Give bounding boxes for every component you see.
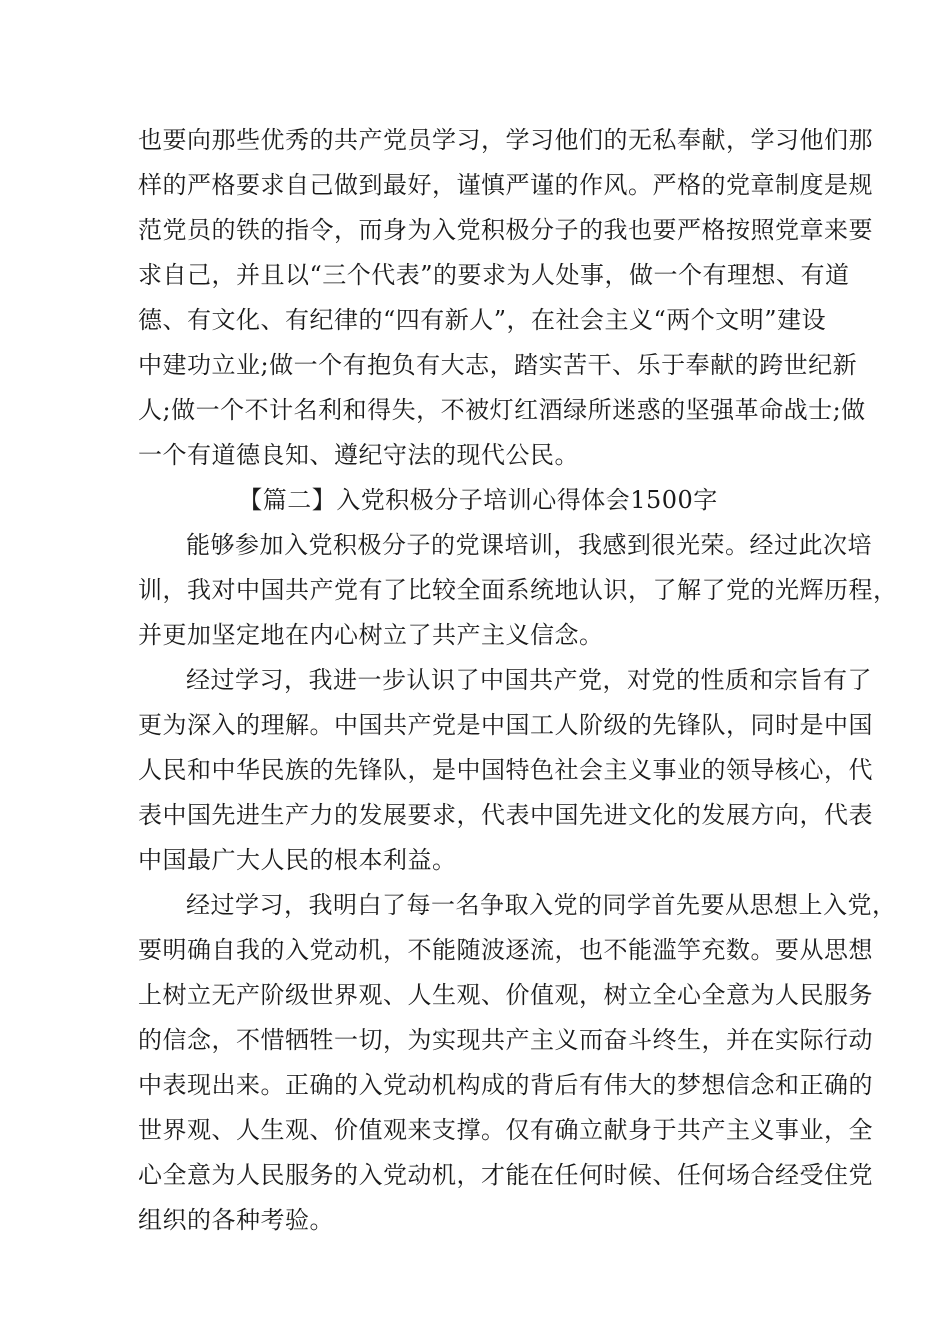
text-line: 心全意为人民服务的入党动机，才能在任何时候、任何场合经受住党 (138, 1161, 873, 1189)
text-line: 经过学习，我明白了每一名争取入党的同学首先要从思想上入党， (186, 891, 897, 919)
text-line: 训，我对中国共产党有了比较全面系统地认识，了解了党的光辉历程， (138, 576, 898, 604)
text-line: 更为深入的理解。中国共产党是中国工人阶级的先锋队，同时是中国 (138, 711, 873, 739)
text-line: 人民和中华民族的先锋队，是中国特色社会主义事业的领导核心，代 (138, 756, 873, 784)
text-line: 德、有文化、有纪律的“四有新人”，在社会主义“两个文明”建设 (138, 306, 827, 334)
text-line: 也要向那些优秀的共产党员学习，学习他们的无私奉献，学习他们那 (138, 126, 873, 154)
text-line: 要明确自我的入党动机，不能随波逐流，也不能滥竽充数。要从思想 (138, 936, 873, 964)
text-line: 人;做一个不计名利和得失，不被灯红酒绿所迷惑的坚强革命战士;做 (138, 396, 866, 424)
text-line: 的信念，不惜牺牲一切，为实现共产主义而奋斗终生，并在实际行动 (138, 1026, 873, 1054)
text-line: 求自己，并且以“三个代表”的要求为人处事，做一个有理想、有道 (138, 261, 850, 289)
text-line: 样的严格要求自己做到最好，谨慎严谨的作风。严格的党章制度是规 (138, 171, 873, 199)
text-line: 中建功立业;做一个有抱负有大志，踏实苦干、乐于奉献的跨世纪新 (138, 351, 858, 379)
document-body (138, 118, 898, 1243)
text-line: 组织的各种考验。 (138, 1206, 334, 1234)
text-line: 世界观、人生观、价值观来支撑。仅有确立献身于共产主义事业，全 (138, 1116, 873, 1144)
text-line: 范党员的铁的指令，而身为入党积极分子的我也要严格按照党章来要 (138, 216, 873, 244)
section-heading: 【篇二】入党积极分子培训心得体会1500字 (238, 486, 718, 514)
text-line: 表中国先进生产力的发展要求，代表中国先进文化的发展方向，代表 (138, 801, 873, 829)
text-line: 能够参加入党积极分子的党课培训，我感到很光荣。经过此次培 (186, 531, 872, 559)
text-line: 经过学习，我进一步认识了中国共产党，对党的性质和宗旨有了 (186, 666, 872, 694)
text-line: 中表现出来。正确的入党动机构成的背后有伟大的梦想信念和正确的 (138, 1071, 873, 1099)
text-line: 上树立无产阶级世界观、人生观、价值观，树立全心全意为人民服务 (138, 981, 873, 1009)
text-line: 一个有道德良知、遵纪守法的现代公民。 (138, 441, 579, 469)
text-line: 中国最广大人民的根本利益。 (138, 846, 457, 874)
text-line: 并更加坚定地在内心树立了共产主义信念。 (138, 621, 604, 649)
